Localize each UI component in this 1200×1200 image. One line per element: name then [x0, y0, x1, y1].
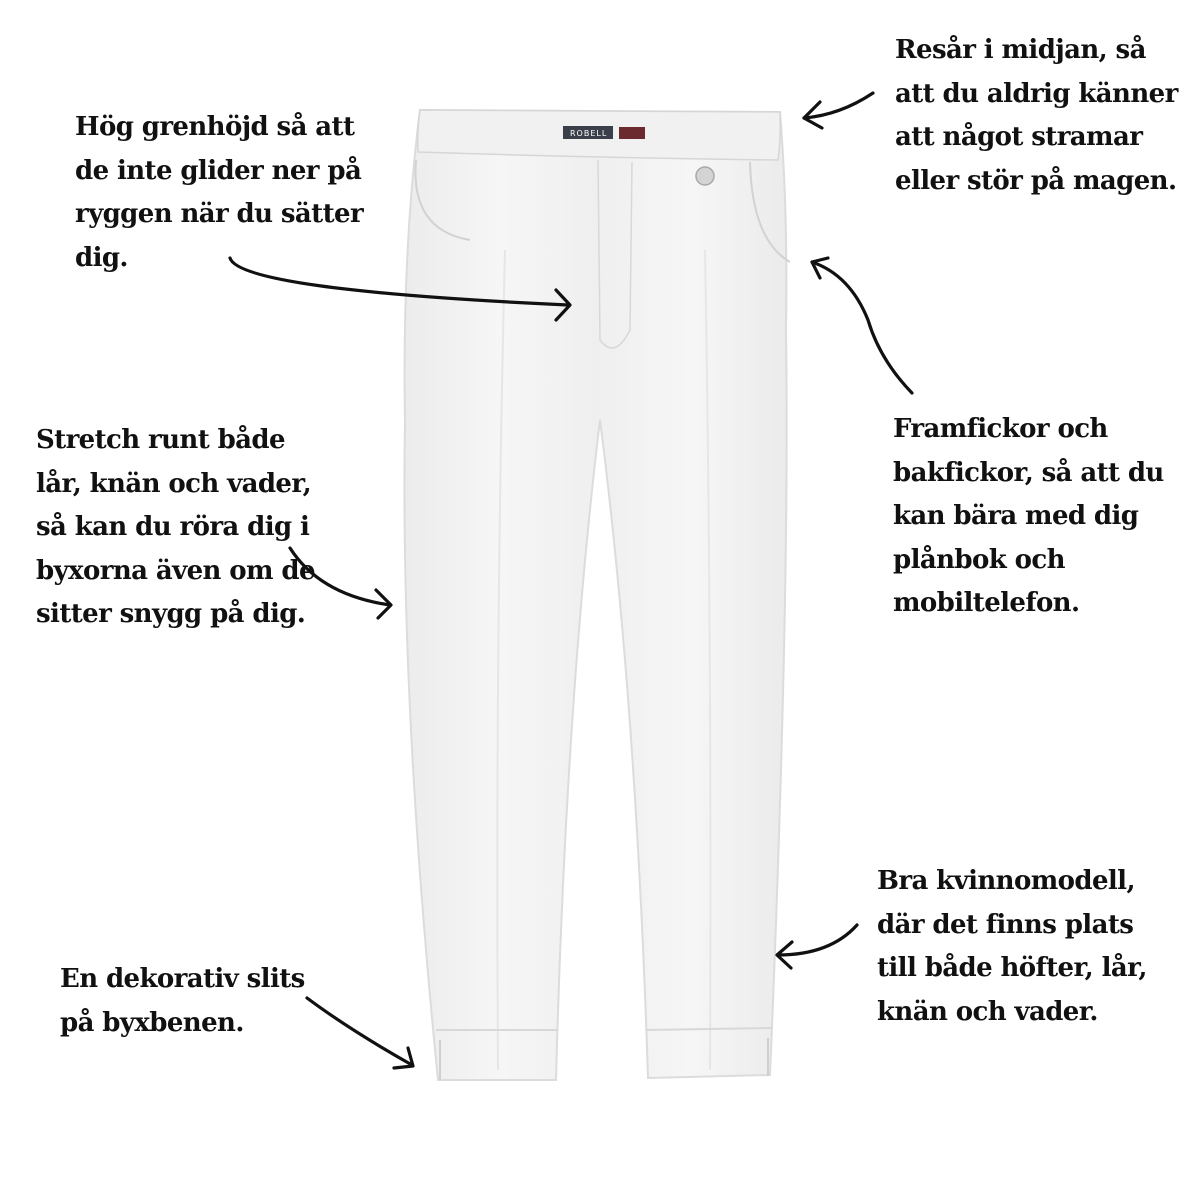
annotation-pockets: Framfickor och bakfickor, så att du kan bära med dig plånbok och mobiltelefon.: [893, 414, 1164, 618]
annotation-crotch-height: Hög grenhöjd så att de inte glider ner på ryggen när du sätter dig.: [75, 112, 364, 273]
annotation-decorative-slit: En dekorativ slits på byxbenen.: [60, 964, 305, 1038]
annotation-womens-fit: Bra kvinnomodell, där det finns plats till både höfter, lår, knän och vader.: [877, 866, 1147, 1027]
arrow-pockets: [812, 258, 912, 393]
arrow-fit: [777, 925, 857, 968]
annotation-elastic-waist: Resår i midjan, så att du aldrig känner att något stramar eller stör på magen.: [895, 35, 1178, 196]
arrow-waist: [804, 93, 873, 128]
brand-tag-text: ROBELL: [570, 129, 608, 138]
annotation-stretch: Stretch runt både lår, knän och vader, så kan du röra dig i byxorna även om de sitter snygg på dig.: [36, 425, 315, 629]
